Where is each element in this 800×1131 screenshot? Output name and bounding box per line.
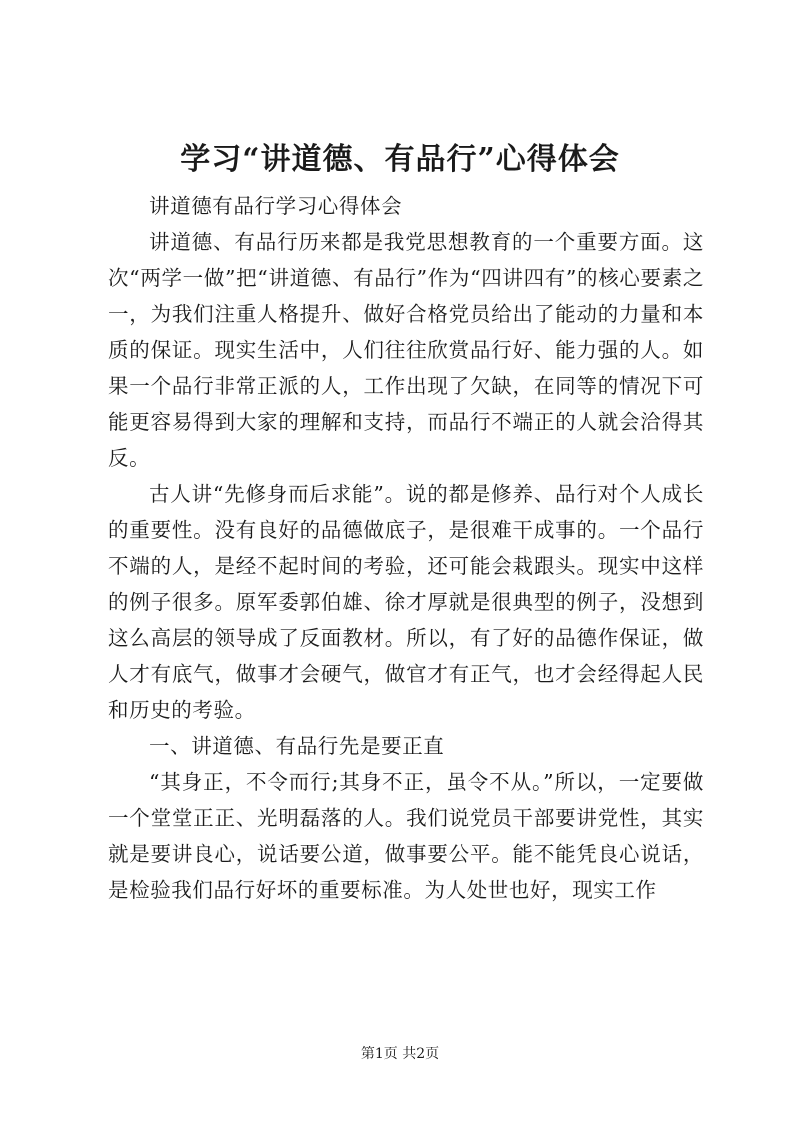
page-footer: 第1页 共2页 xyxy=(360,1046,440,1062)
paragraph: “其身正，不令而行;其身不正，虽令不从。”所以，一定要做一个堂堂正正、光明磊落的人。我们说党员干部要讲党性，其实就是要讲良心，说话要公道，做事要公平。能不能凭良心说话，是检验我们品行好坏的重要标准。为人处世也好，现实工作 xyxy=(108,770,704,902)
paragraph: 讲道德、有品行历来都是我党思想教育的一个重要方面。这次“两学一做”把“讲道德、有品行”作为“四讲四有”的核心要素之一，为我们注重人格提升、做好合格党员给出了能动的力量和本质的保证。现实生活中，人们往往欣赏品行好、能力强的人。如果一个品行非常正派的人，工作出现了欠缺，在同等的情况下可能更容易得到大家的理解和支持，而品行不端正的人就会洽得其反。 xyxy=(108,230,704,470)
paragraph: 古人讲“先修身而后求能”。说的都是修养、品行对个人成长的重要性。没有良好的品德做底子，是很难干成事的。一个品行不端的人，是经不起时间的考验，还可能会栽跟头。现实中这样的例子很多。原军委郭伯雄、徐才厚就是很典型的例子，没想到这么高层的领导成了反面教材。所以，有了好的品德作保证，做人才有底气，做事才会硬气，做官才有正气，也才会经得起人民和历史的考验。 xyxy=(108,482,704,722)
document-body xyxy=(108,188,704,908)
paragraph-subtitle: 讲道德有品行学习心得体会 xyxy=(149,194,403,218)
section-heading: 一、讲道德、有品行先是要正直 xyxy=(149,734,445,758)
document-title: 学习“讲道德、有品行”心得体会 xyxy=(180,142,620,177)
